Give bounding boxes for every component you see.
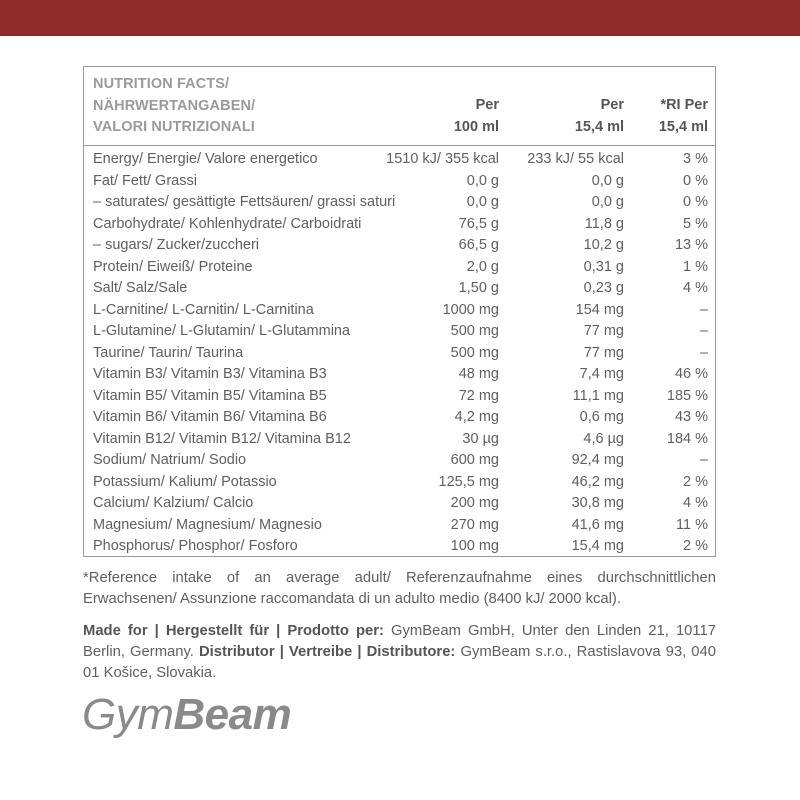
value-ri-percent: 11 % [676, 516, 708, 533]
value-ri-percent: 185 % [666, 387, 708, 404]
value-per-100ml: 4,2 mg [454, 409, 499, 425]
value-per-100ml: 66,5 g [458, 237, 499, 253]
col-header-line: 100 ml [453, 118, 499, 135]
distributor-text: GymBeam s.r.o., Rastislavova 93, 040 01 Košice, Slovakia. [83, 644, 716, 681]
value-ri-percent: 4 % [683, 280, 708, 296]
nutrient-name: Magnesium/ Magnesium/ Magnesio [93, 516, 322, 533]
value-per-100ml: 48 mg [458, 366, 499, 382]
value-per-serving: 30,8 mg [571, 495, 624, 511]
distributor-label: Distributor | Vertreibe | Distributore: [198, 644, 456, 660]
nutrient-name: Vitamin B12/ Vitamin B12/ Vitamina B12 [93, 430, 351, 447]
nutrient-name: Salt/ Salz/Sale [93, 280, 188, 296]
value-per-100ml: 72 mg [458, 387, 499, 404]
nutrient-name: Energy/ Energie/ Valore energetico [93, 151, 318, 167]
nutrient-name: Phosphorus/ Phosphor/ Fosforo [93, 538, 298, 554]
value-per-serving: 11,1 mg [572, 387, 624, 404]
value-per-100ml: 1,50 g [458, 280, 499, 296]
value-ri-percent: – [699, 344, 708, 361]
nutrient-name: Carbohydrate/ Kohlenhydrate/ Carboidrati [93, 215, 362, 232]
col-header-line: Per [600, 97, 624, 113]
value-ri-percent: 0 % [683, 172, 708, 189]
table-row [84, 321, 715, 343]
top-color-bar [0, 0, 800, 36]
value-ri-percent: 0 % [683, 194, 708, 210]
made-for-text: GymBeam GmbH, Unter den Linden 21, 10117 Berlin, Germany. [83, 623, 716, 660]
value-per-serving: 10,2 g [583, 237, 624, 253]
table-row [84, 235, 715, 257]
value-ri-percent: 43 % [674, 409, 708, 425]
nutrient-name: L-Glutamine/ L-Glutamin/ L-Glutammina [93, 323, 351, 339]
table-row [84, 515, 715, 537]
table-row [84, 472, 715, 494]
value-per-serving: 0,0 g [591, 194, 624, 210]
value-per-100ml: 1000 mg [442, 301, 499, 318]
value-per-100ml: 200 mg [450, 495, 499, 511]
value-ri-percent: 46 % [674, 366, 708, 382]
col-header-line: 15,4 ml [658, 118, 708, 135]
table-row [84, 278, 715, 300]
value-per-serving: 15,4 mg [571, 538, 624, 554]
title-line-en: NUTRITION FACTS/ [93, 76, 230, 92]
value-per-100ml: 30 µg [462, 430, 499, 447]
value-per-100ml: 125,5 mg [438, 473, 499, 490]
table-header [84, 67, 715, 146]
value-per-100ml: 0,0 g [466, 194, 499, 210]
nutrient-name: – sugars/ Zucker/zuccheri [93, 237, 260, 253]
table-row [84, 407, 715, 429]
logo-light: Gym [82, 690, 174, 739]
table-body [84, 149, 715, 558]
value-ri-percent: 4 % [683, 495, 708, 511]
value-per-serving: 4,6 µg [583, 430, 624, 447]
table-row [84, 450, 715, 472]
value-per-serving: 41,6 mg [571, 516, 624, 533]
table-title [93, 74, 255, 139]
title-line-de: NÄHRWERTANGABEN/ [93, 97, 256, 114]
logo-bold: Beam [173, 690, 292, 739]
value-ri-percent: 184 % [666, 430, 708, 447]
value-per-serving: 0,0 g [591, 172, 624, 189]
value-per-serving: 7,4 mg [579, 366, 624, 382]
value-per-100ml: 0,0 g [466, 172, 499, 189]
table-row [84, 429, 715, 451]
nutrient-name: Vitamin B6/ Vitamin B6/ Vitamina B6 [93, 409, 327, 425]
nutrient-name: Protein/ Eiweiß/ Proteine [93, 258, 253, 275]
value-ri-percent: – [699, 323, 708, 339]
title-line-it: VALORI NUTRIZIONALI [93, 119, 255, 135]
table-row [84, 343, 715, 365]
value-ri-percent: – [699, 452, 708, 468]
col-header-ri [659, 95, 708, 138]
table-row [84, 257, 715, 279]
col-header-per-serving [575, 95, 624, 138]
value-per-100ml: 100 mg [450, 538, 499, 554]
table-row [84, 171, 715, 193]
table-row [84, 386, 715, 408]
table-row [84, 300, 715, 322]
table-row [84, 364, 715, 386]
nutrient-name: Sodium/ Natrium/ Sodio [93, 452, 247, 468]
nutrient-name: – saturates/ gesättigte Fettsäuren/ grassi saturi [93, 194, 396, 210]
table-row [84, 493, 715, 515]
col-header-line: *RI Per [660, 97, 708, 113]
value-per-100ml: 2,0 g [466, 258, 499, 275]
table-row [84, 214, 715, 236]
value-ri-percent: 3 % [683, 151, 708, 167]
made-for-label: Made for | Hergestellt für | Prodotto per: [83, 623, 384, 639]
value-per-100ml: 500 mg [450, 323, 499, 339]
value-per-serving: 154 mg [575, 301, 624, 318]
value-ri-percent: 2 % [683, 473, 708, 490]
value-ri-percent: 13 % [674, 237, 708, 253]
value-per-serving: 0,31 g [583, 258, 624, 275]
nutrient-name: Fat/ Fett/ Grassi [93, 172, 197, 189]
value-per-serving: 77 mg [583, 323, 624, 339]
value-ri-percent: 2 % [683, 538, 708, 554]
nutrient-name: Taurine/ Taurin/ Taurina [93, 344, 244, 361]
value-per-100ml: 500 mg [450, 344, 499, 361]
manufacturer-info [83, 621, 716, 684]
table-row [84, 149, 715, 171]
value-ri-percent: – [699, 301, 708, 318]
col-header-per-100ml [454, 95, 499, 138]
nutrient-name: Vitamin B5/ Vitamin B5/ Vitamina B5 [93, 387, 327, 404]
value-per-serving: 46,2 mg [571, 473, 624, 490]
value-per-serving: 233 kJ/ 55 kcal [527, 151, 624, 167]
value-per-100ml: 1510 kJ/ 355 kcal [386, 151, 499, 167]
value-ri-percent: 5 % [683, 215, 708, 232]
nutrient-name: Potassium/ Kalium/ Potassio [93, 473, 277, 490]
nutrient-name: L-Carnitine/ L-Carnitin/ L-Carnitina [93, 301, 314, 318]
table-row [84, 536, 715, 558]
col-header-line: 15,4 ml [574, 118, 624, 135]
value-ri-percent: 1 % [683, 258, 708, 275]
value-per-serving: 92,4 mg [571, 452, 624, 468]
reference-footnote: *Reference intake of an average adult/ Referenzaufnahme eines durchschnittlichen Erwachsenen/ Assunzione raccomandata di un adulto medio (8400 kJ/ 2000 kcal). [83, 570, 716, 607]
value-per-serving: 0,6 mg [579, 409, 624, 425]
value-per-100ml: 76,5 g [458, 215, 499, 232]
value-per-serving: 0,23 g [583, 280, 624, 296]
value-per-serving: 11,8 g [584, 215, 624, 232]
gymbeam-logo [82, 690, 291, 740]
nutrient-name: Vitamin B3/ Vitamin B3/ Vitamina B3 [93, 366, 327, 382]
col-header-line: Per [475, 97, 499, 113]
nutrition-table [83, 66, 716, 557]
value-per-100ml: 270 mg [450, 516, 499, 533]
nutrient-name: Calcium/ Kalzium/ Calcio [93, 495, 254, 511]
value-per-serving: 77 mg [583, 344, 624, 361]
value-per-100ml: 600 mg [450, 452, 499, 468]
table-row [84, 192, 715, 214]
